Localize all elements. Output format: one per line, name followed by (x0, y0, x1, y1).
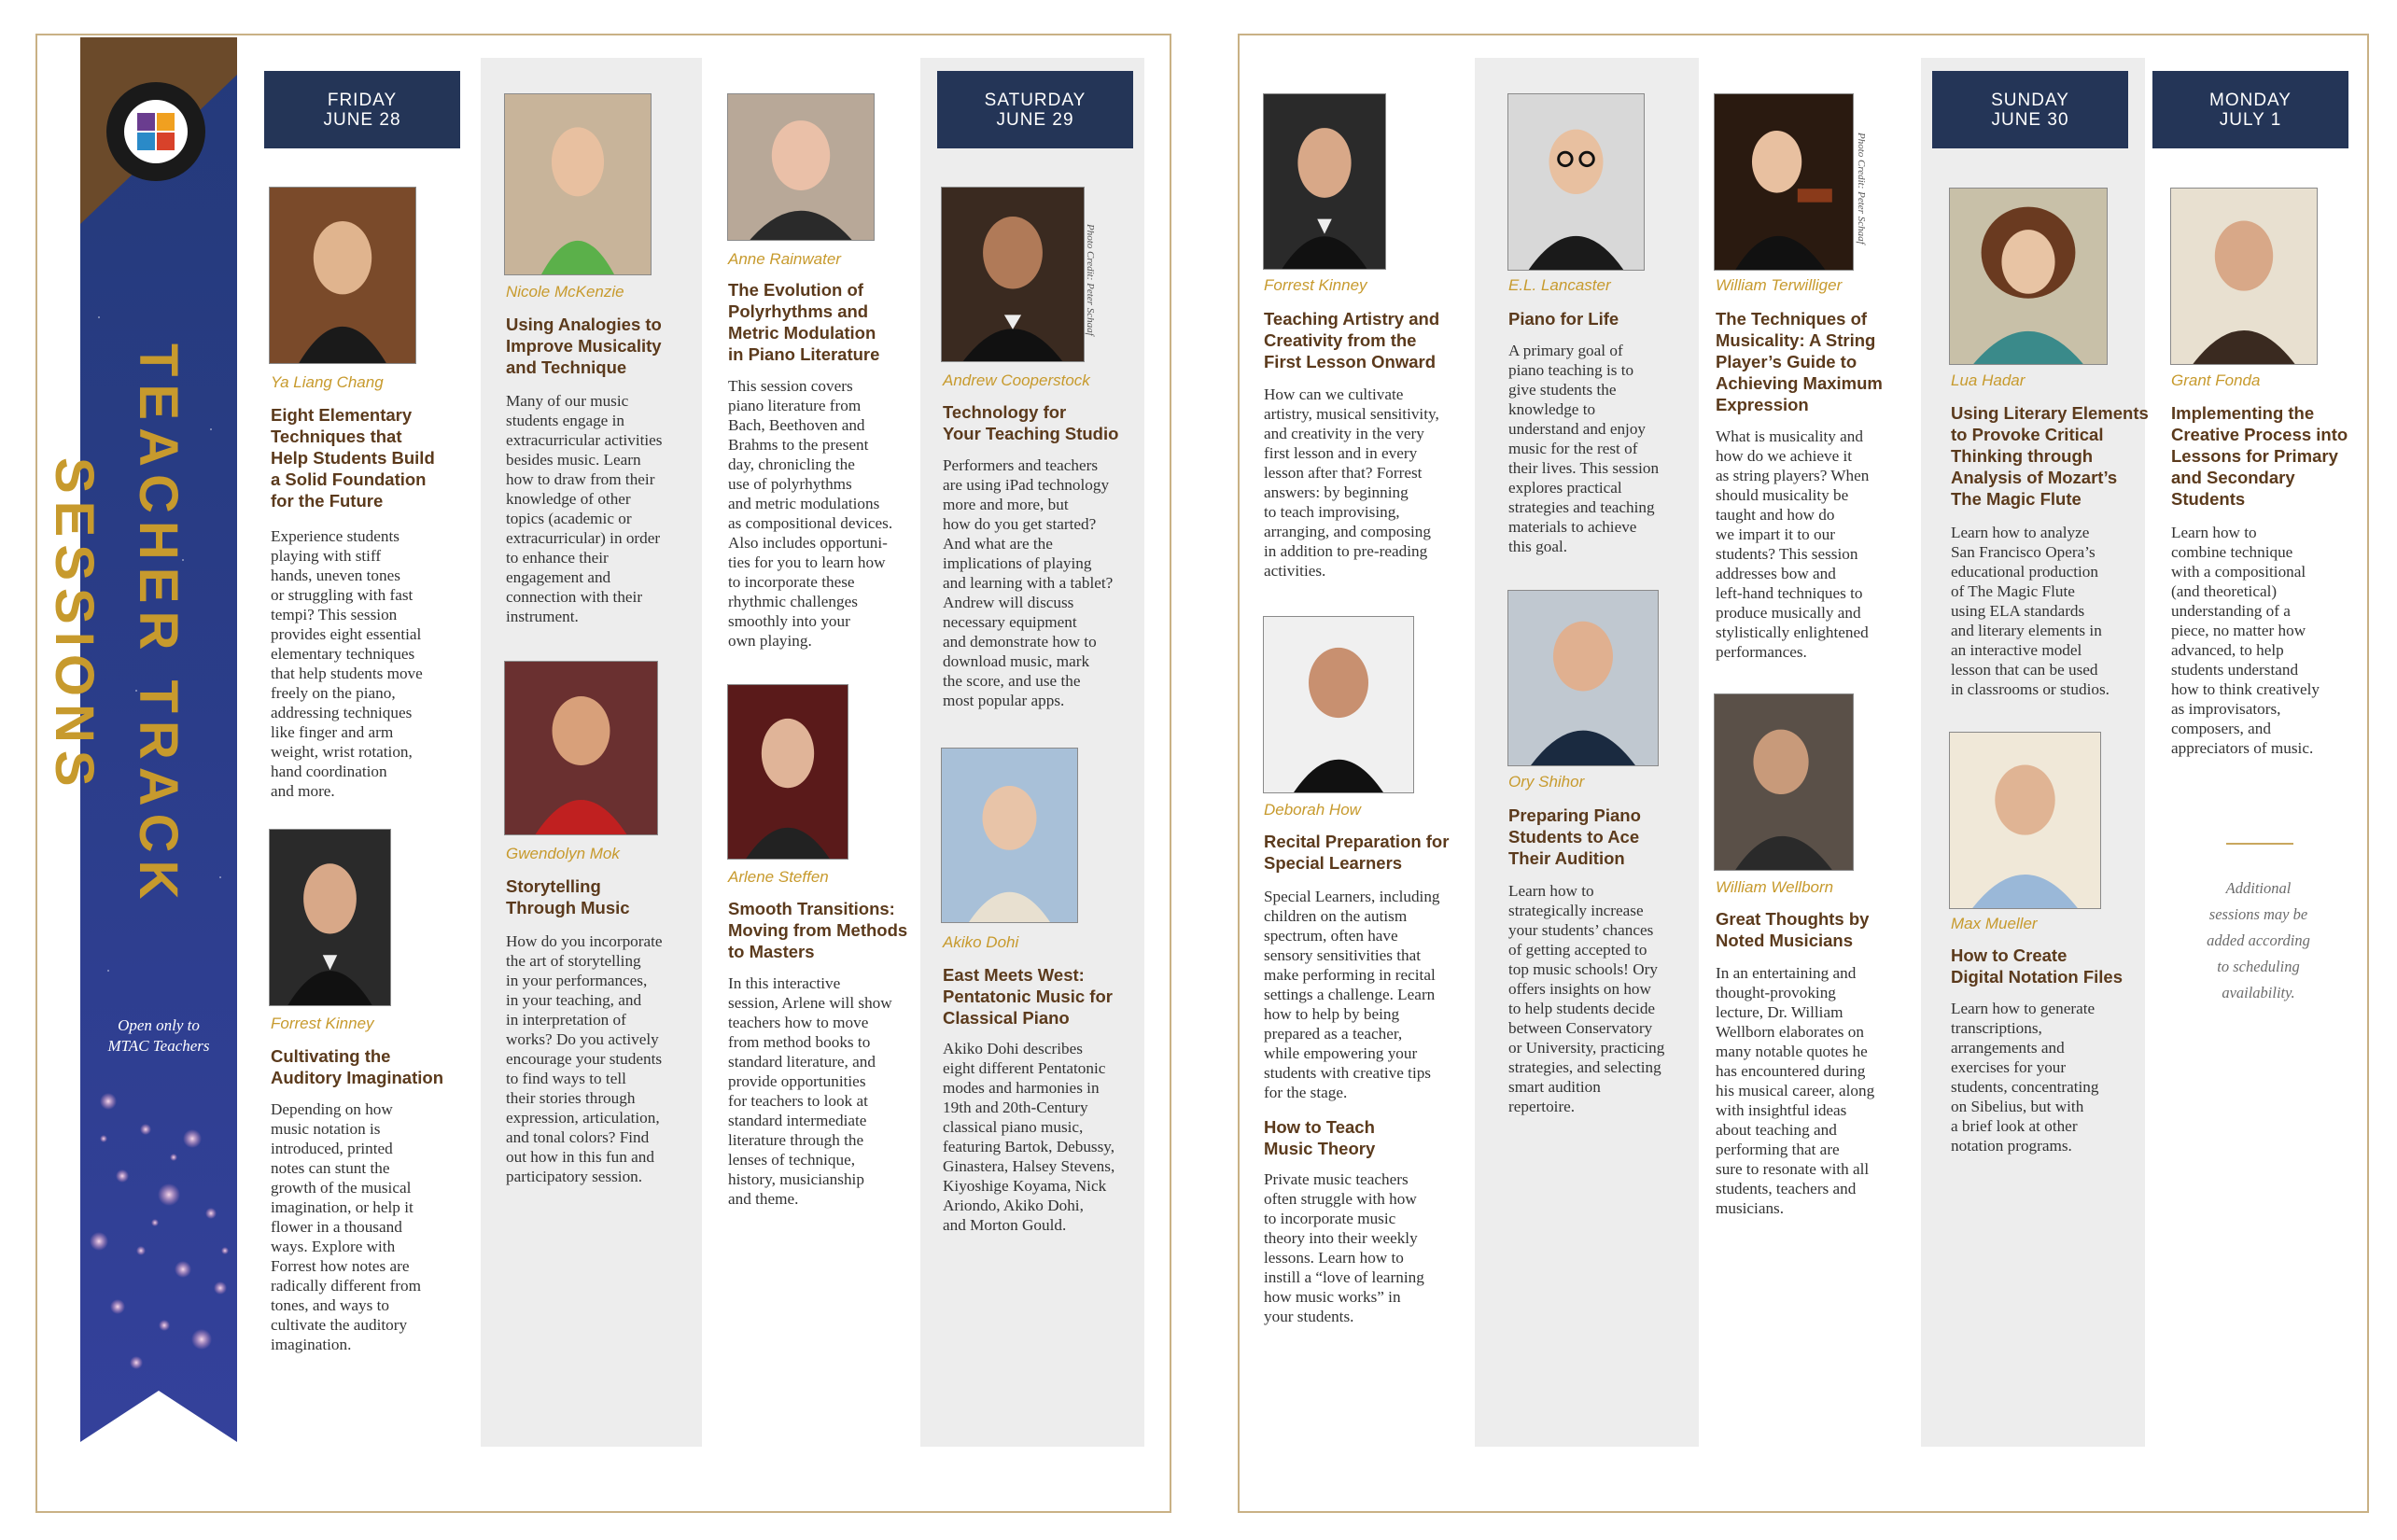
day-date: JUNE 29 (996, 109, 1074, 130)
session-title: Cultivating the Auditory Imagination (271, 1046, 443, 1087)
speaker-photo (1714, 93, 1854, 271)
speaker-name: Andrew Cooperstock (943, 371, 1090, 389)
session-description: Depending on how music notation is introduced, printed notes can stunt the growth of the musical imagination, or help it flower in a thousand ways. Explore with Forrest how notes are radically different from tones, and ways to cultivate the auditory imagination. (271, 1100, 421, 1353)
session-description: Private music teachers often struggle with how to incorporate music theory into their weekly lessons. Learn how to instill a “love of learning how music works” in your students. (1264, 1170, 1424, 1325)
speaker-photo (1263, 616, 1414, 793)
session-title: How to Teach Music Theory (1264, 1117, 1376, 1158)
photo-credit: Photo Credit: Peter Schaaf (1085, 224, 1096, 336)
speaker-name: Arlene Steffen (728, 868, 829, 886)
speaker-name: Max Mueller (1951, 915, 2038, 932)
speaker-name: Ya Liang Chang (271, 373, 384, 391)
speaker-name: Anne Rainwater (728, 250, 841, 268)
speaker-photo (1714, 693, 1854, 871)
speaker-photo (1507, 590, 1659, 766)
session-title: Technology for Your Teaching Studio (943, 402, 1119, 443)
session-description: How can we cultivate artistry, musical sensitivity, and creativity in the very first lesson and in every lesson after that? Forrest answers: by beginning to teach improvising, arranging, and composing in addition to pre-reading activities. (1264, 385, 1439, 580)
session-description: Many of our music students engage in extracurricular activities besides music. Learn how to draw from their knowledge of other topics (academic or extracurricular) in order to enhance their engagement and connection with their instrument. (506, 392, 663, 625)
session-description: Learn how to strategically increase your students’ chances of getting accepted to top music schools! Ory offers insights on how to help students decide between Conservatory or University, practicing strategies, and selecting smart audition repertoire. (1508, 882, 1665, 1115)
speaker-photo (504, 661, 658, 835)
divider-rule (2226, 843, 2293, 845)
speaker-name: Forrest Kinney (271, 1015, 374, 1032)
session-title: The Techniques of Musicality: A String Player’s Guide to Achieving Maximum Expression (1716, 309, 1883, 414)
session-title: Piano for Life (1508, 309, 1619, 329)
session-description: Learn how to analyze San Francisco Opera’s educational production of The Magic Flute using ELA standards and literary elements in an interactive model lesson that can be used in classrooms or studios. (1951, 524, 2110, 698)
ribbon-note: Open only to MTAC Teachers (107, 1016, 210, 1055)
day-name: SUNDAY (1991, 90, 2069, 110)
day-name: MONDAY (2209, 90, 2292, 110)
day-name: FRIDAY (327, 90, 398, 110)
speaker-photo (269, 829, 391, 1006)
session-description: Experience students playing with stiff hands, uneven tones or struggling with fast tempi? This session provides eight essential elementary techniques that help students move freely on the piano, addressing techniques like finger and arm weight, wrist rotation, hand coordination and more. (271, 527, 423, 800)
session-title: Using Analogies to Improve Musicality and Technique (506, 315, 662, 377)
speaker-photo (1507, 93, 1645, 271)
photo-credit: Photo Credit: Peter Schaaf (1856, 133, 1867, 245)
speaker-name: Forrest Kinney (1264, 276, 1367, 294)
session-description: What is musicality and how do we achieve it as string players? When should musicality be taught and how do we impart it to our students? This session addresses bow and left-hand techniques to produce musically and stylistically enlightened performances. (1716, 427, 1870, 661)
session-title: Eight Elementary Techniques that Help Students Build a Solid Foundation for the Future (271, 405, 435, 511)
session-title: Preparing Piano Students to Ace Their Audition (1508, 805, 1641, 868)
day-header-saturday (937, 71, 1133, 148)
mtac-logo (105, 80, 207, 183)
session-description: Learn how to generate transcriptions, arrangements and exercises for your students, concentrating on Sibelius, but with a brief look at other notation programs. (1951, 1000, 2099, 1155)
session-title: Teaching Artistry and Creativity from the First Lesson Onward (1264, 309, 1440, 371)
speaker-photo (1949, 732, 2101, 909)
speaker-name: Nicole McKenzie (506, 283, 624, 301)
speaker-name: E.L. Lancaster (1508, 276, 1611, 294)
session-title: Using Literary Elements to Provoke Critical Thinking through Analysis of Mozart’s The Magic Flute (1951, 403, 2149, 509)
speaker-photo (2170, 188, 2318, 365)
speaker-photo (727, 93, 875, 241)
session-description: Performers and teachers are using iPad technology more and more, but how do you get started? And what are the implications of playing and learning with a tablet? Andrew will discuss necessary equipment and demonstrate how to download music, mark the score, and use the most popular apps. (943, 456, 1114, 709)
day-name: SATURDAY (984, 90, 1086, 110)
speaker-photo (1949, 188, 2108, 365)
session-description: A primary goal of piano teaching is to give students the knowledge to understand and enjoy music for the rest of their lives. This session explores practical strategies and teaching materials to achieve this goal. (1508, 342, 1660, 555)
session-title: Smooth Transitions: Moving from Methods to Masters (728, 899, 908, 961)
speaker-name: Grant Fonda (2171, 371, 2261, 389)
speaker-name: Lua Hadar (1951, 371, 2026, 389)
speaker-name: Deborah How (1264, 801, 1361, 819)
session-title: The Evolution of Polyrhythms and Metric Modulation in Piano Literature (728, 280, 880, 364)
session-title: Implementing the Creative Process into Lessons for Primary and Secondary Students (2171, 403, 2348, 509)
speaker-name: Akiko Dohi (943, 933, 1019, 951)
speaker-photo (727, 684, 848, 860)
speaker-name: William Terwilliger (1716, 276, 1843, 294)
speaker-photo (941, 748, 1078, 923)
day-date: JULY 1 (2219, 109, 2282, 130)
day-header-monday (2152, 71, 2348, 148)
day-header-friday (264, 71, 460, 148)
session-title: Great Thoughts by Noted Musicians (1716, 909, 1870, 950)
session-title: Storytelling Through Music (506, 876, 630, 917)
ribbon-title: TEACHER TRACK SESSIONS (44, 343, 189, 907)
speaker-name: Ory Shihor (1508, 773, 1585, 791)
additional-sessions-note: Additional sessions may be added according to scheduling availability. (2207, 879, 2310, 1001)
session-title: East Meets West: Pentatonic Music for Classical Piano (943, 965, 1113, 1028)
session-title: Recital Preparation for Special Learners (1264, 832, 1450, 873)
speaker-name: Gwendolyn Mok (506, 845, 620, 862)
day-header-sunday (1932, 71, 2128, 148)
session-description: Special Learners, including children on the autism spectrum, often have sensory sensitivities that make performing in recital settings a challenge. Learn how to help by being prepared as a teacher, while empowering your students with creative tips for the stage. (1264, 888, 1440, 1101)
session-description: How do you incorporate the art of storytelling in your performances, in your teaching, and in interpretation of works? Do you actively encourage your students to find ways to tell their stories through expression, articulation, and tonal colors? Find out how in this fun and participatory session. (506, 932, 663, 1185)
speaker-photo (269, 187, 416, 364)
session-description: Akiko Dohi describes eight different Pentatonic modes and harmonies in 19th and 20th-Century classical piano music, featuring Bartok, Debussy, Ginastera, Halsey Stevens, Kiyoshige Koyama, Nick Ariondo, Akiko Dohi, and Morton Gould. (943, 1040, 1115, 1234)
speaker-photo (941, 187, 1085, 362)
day-date: JUNE 28 (323, 109, 401, 130)
day-date: JUNE 30 (1991, 109, 2069, 130)
speaker-photo (504, 93, 652, 275)
speaker-photo (1263, 93, 1386, 270)
session-description: Learn how to combine technique with a compositional (and theoretical) understanding of a piece, no matter how advanced, to help students understand how to think creatively as improvisators, composers, and appreciators of music. (2171, 524, 2320, 757)
speaker-name: William Wellborn (1716, 878, 1834, 896)
session-description: This session covers piano literature from Bach, Beethoven and Brahms to the present day, chronicling the use of polyrhythms and metric modulations as compositional devices. Also includes opportuni- ties for you to learn how to incorporate these rhythmic challenges smoothly into your own playing. (728, 377, 893, 650)
session-description: In this interactive session, Arlene will show teachers how to move from method books to standard literature, and provide opportunities for teachers to look at standard intermediate literature through the lenses of technique, history, musicianship and theme. (728, 974, 892, 1208)
session-description: In an entertaining and thought-provoking lecture, Dr. William Wellborn elaborates on many notable quotes he has encountered during his musical career, along with insightful ideas about teaching and performing that are sure to resonate with all students, teachers and musicians. (1716, 964, 1875, 1217)
session-title: How to Create Digital Notation Files (1951, 945, 2123, 987)
